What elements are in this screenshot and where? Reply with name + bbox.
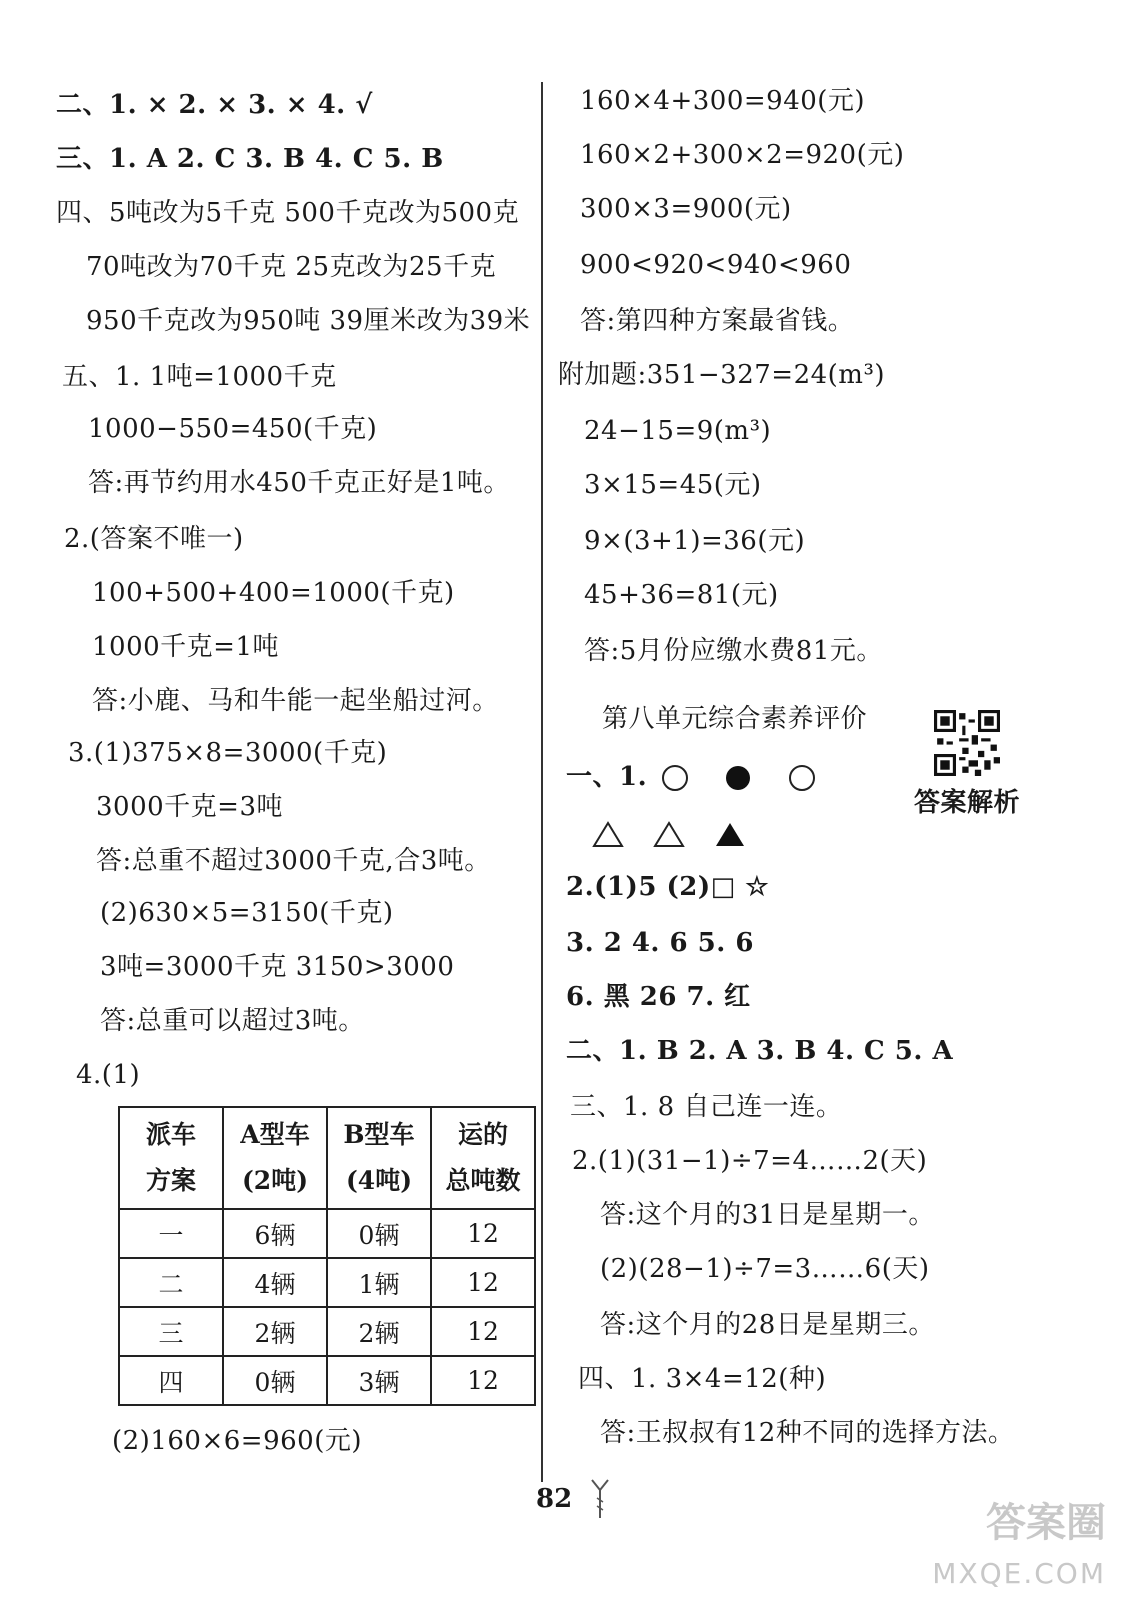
table-cell: 三 <box>119 1307 223 1356</box>
answer-line: 一、1. <box>566 760 816 794</box>
answer-line: 三、1. A 2. C 3. B 4. C 5. B <box>56 144 444 174</box>
table-cell: 12 <box>431 1307 535 1356</box>
answer-line: (2)160×6=960(元) <box>112 1426 362 1456</box>
answer-line: 45+36=81(元) <box>584 580 779 610</box>
answer-line: 二、1. B 2. A 3. B 4. C 5. A <box>566 1036 954 1066</box>
table-cell: 2辆 <box>327 1307 431 1356</box>
answer-line: 二、1. × 2. × 3. × 4. √ <box>56 90 373 120</box>
answer-line: 3. 2 4. 6 5. 6 <box>566 928 754 958</box>
answer-line: 4.(1) <box>76 1060 141 1090</box>
answer-line: 附加题:351−327=24(m³) <box>558 360 886 390</box>
column-divider <box>541 82 543 1482</box>
answer-line: 950千克改为950吨 39厘米改为39米 <box>86 306 531 336</box>
answer-line: 2.(1)(31−1)÷7=4……2(天) <box>572 1146 928 1176</box>
answer-line: 2.(答案不唯一) <box>64 524 244 554</box>
answer-line: 四、1. 3×4=12(种) <box>578 1364 827 1394</box>
hollow-triangle-icon <box>653 820 685 848</box>
table-cell: 一 <box>119 1209 223 1258</box>
filled-circle-icon <box>724 764 752 792</box>
answer-line: 900<920<940<960 <box>580 250 852 280</box>
answer-line: 70吨改为70千克 25克改为25千克 <box>86 252 497 282</box>
answer-line: 24−15=9(m³) <box>584 416 772 446</box>
table-cell: 6辆 <box>223 1209 327 1258</box>
watermark-logo: 答案圈 <box>986 1500 1106 1546</box>
shape-row <box>592 816 746 850</box>
book-ornament-icon <box>588 1478 612 1520</box>
answer-line: 160×4+300=940(元) <box>580 86 866 116</box>
page-number: 82 <box>536 1484 573 1514</box>
answer-line: (2)630×5=3150(千克) <box>100 898 394 928</box>
answer-line: 100+500+400=1000(千克) <box>92 578 455 608</box>
answer-line: 2.(1)5 (2)□ ☆ <box>566 872 770 902</box>
answer-line: 300×3=900(元) <box>580 194 792 224</box>
answer-line: 三、1. 8 自己连一连。 <box>570 1092 843 1122</box>
hollow-circle-icon <box>788 764 816 792</box>
qr-caption: 答案解析 <box>914 788 1021 818</box>
table-header: A型车 (2吨) <box>223 1107 327 1209</box>
table-cell: 1辆 <box>327 1258 431 1307</box>
answer-line: 1000−550=450(千克) <box>88 414 378 444</box>
table-cell: 12 <box>431 1209 535 1258</box>
answer-line: 6. 黑 26 7. 红 <box>566 982 751 1012</box>
answer-line: 160×2+300×2=920(元) <box>580 140 905 170</box>
answer-line: 答:再节约用水450千克正好是1吨。 <box>88 468 510 498</box>
table-header: 运的 总吨数 <box>431 1107 535 1209</box>
answer-line: (2)(28−1)÷7=3……6(天) <box>600 1254 930 1284</box>
table-cell: 四 <box>119 1356 223 1405</box>
answer-line: 3×15=45(元) <box>584 470 762 500</box>
table-cell: 0辆 <box>327 1209 431 1258</box>
table-cell: 12 <box>431 1356 535 1405</box>
answer-line: 9×(3+1)=36(元) <box>584 526 806 556</box>
table-cell: 2辆 <box>223 1307 327 1356</box>
table-row <box>119 1356 535 1405</box>
answer-line: 3.(1)375×8=3000(千克) <box>68 738 388 768</box>
answer-line: 答:总重可以超过3吨。 <box>100 1006 365 1036</box>
answer-line: 答:第四种方案最省钱。 <box>580 306 855 336</box>
section-title: 第八单元综合素养评价 <box>602 704 868 734</box>
table-row <box>119 1307 535 1356</box>
table-header-row <box>119 1107 535 1209</box>
hollow-circle-icon <box>661 764 689 792</box>
answer-line: 答:小鹿、马和牛能一起坐船过河。 <box>92 686 499 716</box>
hollow-triangle-icon <box>592 820 624 848</box>
answer-line: 3吨=3000千克 3150>3000 <box>100 952 455 982</box>
answer-line: 答:这个月的28日是星期三。 <box>600 1310 935 1340</box>
answer-line: 答:5月份应缴水费81元。 <box>584 636 883 666</box>
answer-line: 3000千克=3吨 <box>96 792 283 822</box>
table-cell: 3辆 <box>327 1356 431 1405</box>
table-row <box>119 1258 535 1307</box>
table-cell: 0辆 <box>223 1356 327 1405</box>
answer-line: 1000千克=1吨 <box>92 632 279 662</box>
table-cell: 4辆 <box>223 1258 327 1307</box>
table-header: B型车 (4吨) <box>327 1107 431 1209</box>
vehicle-plan-table <box>118 1106 536 1406</box>
answer-line: 答:总重不超过3000千克,合3吨。 <box>96 846 491 876</box>
filled-triangle-icon <box>714 820 746 848</box>
qr-code-icon <box>934 710 1000 776</box>
answer-line: 答:这个月的31日是星期一。 <box>600 1200 935 1230</box>
answer-line: 答:王叔叔有12种不同的选择方法。 <box>600 1418 1015 1448</box>
answer-line: 五、1. 1吨=1000千克 <box>62 362 337 392</box>
table-header: 派车 方案 <box>119 1107 223 1209</box>
table-row <box>119 1209 535 1258</box>
table-cell: 二 <box>119 1258 223 1307</box>
answer-line: 四、5吨改为5千克 500千克改为500克 <box>56 198 520 228</box>
table-cell: 12 <box>431 1258 535 1307</box>
watermark-url: MXQE.COM <box>932 1557 1106 1590</box>
